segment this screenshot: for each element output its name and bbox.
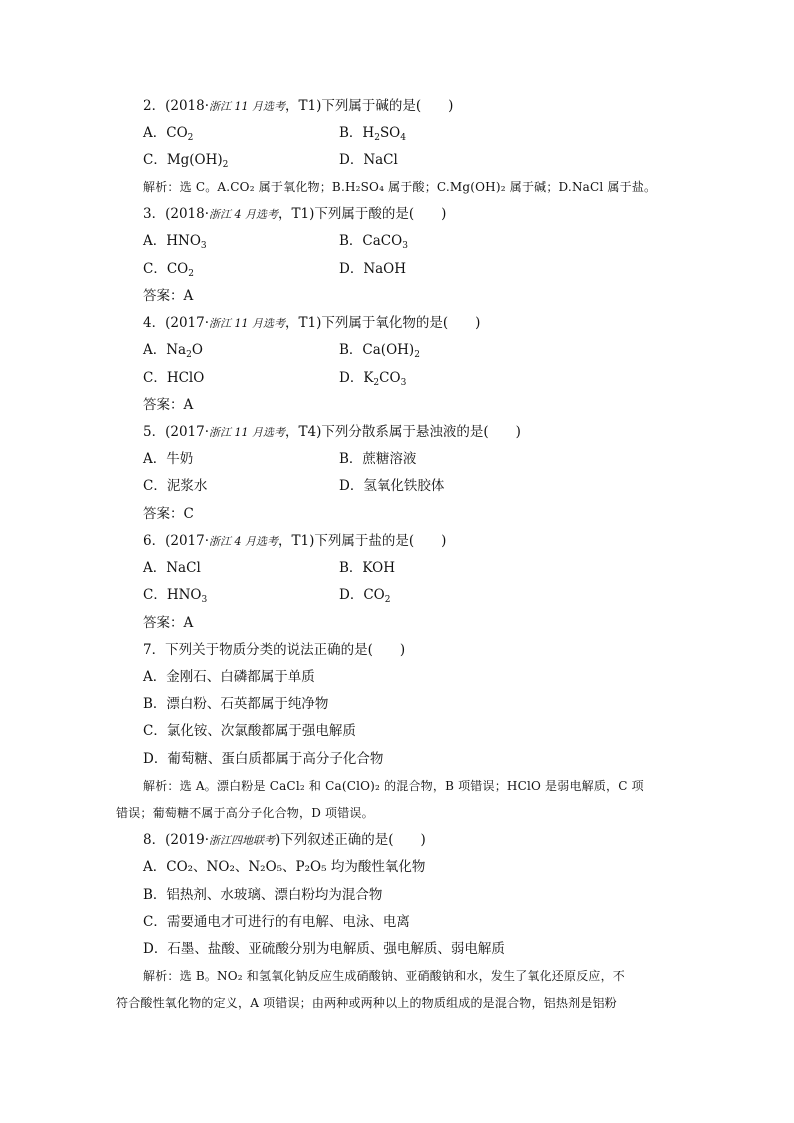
question-2-explanation: 解析：选 C。A.CO₂ 属于氧化物；B.H₂SO₄ 属于酸；C.Mg(OH)₂ 属于碱；D.NaCl 属于盐。: [143, 180, 657, 194]
question-3-option-c: C．$CO_2$: [143, 261, 194, 279]
question-8-stem: 8．(2019·浙江四地联考)下列叙述正确的是( ): [143, 832, 426, 848]
question-5-stem: 5．(2017·浙江 11 月选考，T4)下列分散系属于悬浊液的是( ): [143, 424, 521, 440]
question-6-answer: 答案：A: [143, 615, 194, 631]
question-3-option-a: A．$HNO_3$: [143, 233, 207, 251]
question-4-answer: 答案：A: [143, 397, 194, 413]
question-2-option-c: C．$Mg(OH)_2$: [143, 152, 229, 170]
question-4-option-d: D．$K_2CO_3$: [339, 370, 407, 388]
question-6-stem: 6．(2017·浙江 4 月选考，T1)下列属于盐的是( ): [143, 533, 447, 549]
question-8-option-b: B．铝热剂、水玻璃、漂白粉均为混合物: [143, 887, 383, 903]
question-7-explanation-line-2: 错误；葡萄糖不属于高分子化合物，D 项错误。: [116, 806, 374, 820]
question-2-stem: 2．(2018·浙江 11 月选考，T1)下列属于碱的是( ): [143, 98, 454, 114]
question-4-option-c: C．HClO: [143, 370, 205, 386]
question-5-option-c: C．泥浆水: [143, 478, 208, 494]
question-6-option-d: D．$CO_2$: [339, 587, 391, 605]
question-2-option-a: A．$CO_2$: [143, 125, 194, 143]
question-3-option-b: B．CaCO$_3$: [339, 233, 408, 251]
question-3-option-d: D．NaOH: [339, 261, 407, 277]
question-4-option-b: B．$Ca(OH)_2$: [339, 342, 420, 360]
question-5-option-d: D．氢氧化铁胶体: [339, 478, 445, 494]
question-5-option-b: B．蔗糖溶液: [339, 451, 417, 467]
question-6-option-c: C．$HNO_3$: [143, 587, 208, 605]
question-3-answer: 答案：A: [143, 288, 194, 304]
question-8-option-d: D．石墨、盐酸、亚硫酸分别为电解质、强电解质、弱电解质: [143, 941, 505, 957]
question-8-option-a: A．CO₂、NO₂、N₂O₅、P₂O₅ 均为酸性氧化物: [143, 859, 426, 875]
question-5-option-a: A．牛奶: [143, 451, 194, 467]
question-8-explanation-line-1: 解析：选 B。NO₂ 和氢氧化钠反应生成硝酸钠、亚硝酸钠和水，发生了氧化还原反应，不: [143, 969, 625, 983]
question-7-option-a: A．金刚石、白磷都属于单质: [143, 669, 315, 685]
question-7-stem: 7．下列关于物质分类的说法正确的是( ): [143, 642, 406, 658]
question-4-option-a: A．$Na_2O$: [143, 342, 203, 360]
question-8-explanation-line-2: 符合酸性氧化物的定义，A 项错误；由两种或两种以上的物质组成的是混合物，铝热剂是铝粉: [116, 996, 617, 1010]
question-2-option-b: B．$H_2SO_4$: [339, 125, 406, 143]
question-7-option-d: D．葡萄糖、蛋白质都属于高分子化合物: [143, 751, 384, 767]
question-8-option-c: C．需要通电才可进行的有电解、电泳、电离: [143, 914, 410, 930]
question-5-answer: 答案：C: [143, 506, 194, 522]
question-6-option-b: B．KOH: [339, 560, 395, 576]
question-7-option-c: C．氯化铵、次氯酸都属于强电解质: [143, 723, 356, 739]
question-7-explanation-line-1: 解析：选 A。漂白粉是 CaCl₂ 和 Ca(ClO)₂ 的混合物，B 项错误；HClO 是弱电解质，C 项: [143, 779, 644, 793]
question-7-option-b: B．漂白粉、石英都属于纯净物: [143, 696, 329, 712]
question-4-stem: 4．(2017·浙江 11 月选考，T1)下列属于氧化物的是( ): [143, 315, 481, 331]
question-2-option-d: D．NaCl: [339, 152, 398, 168]
question-6-option-a: A．NaCl: [143, 560, 201, 576]
question-3-stem: 3．(2018·浙江 4 月选考，T1)下列属于酸的是( ): [143, 206, 447, 222]
